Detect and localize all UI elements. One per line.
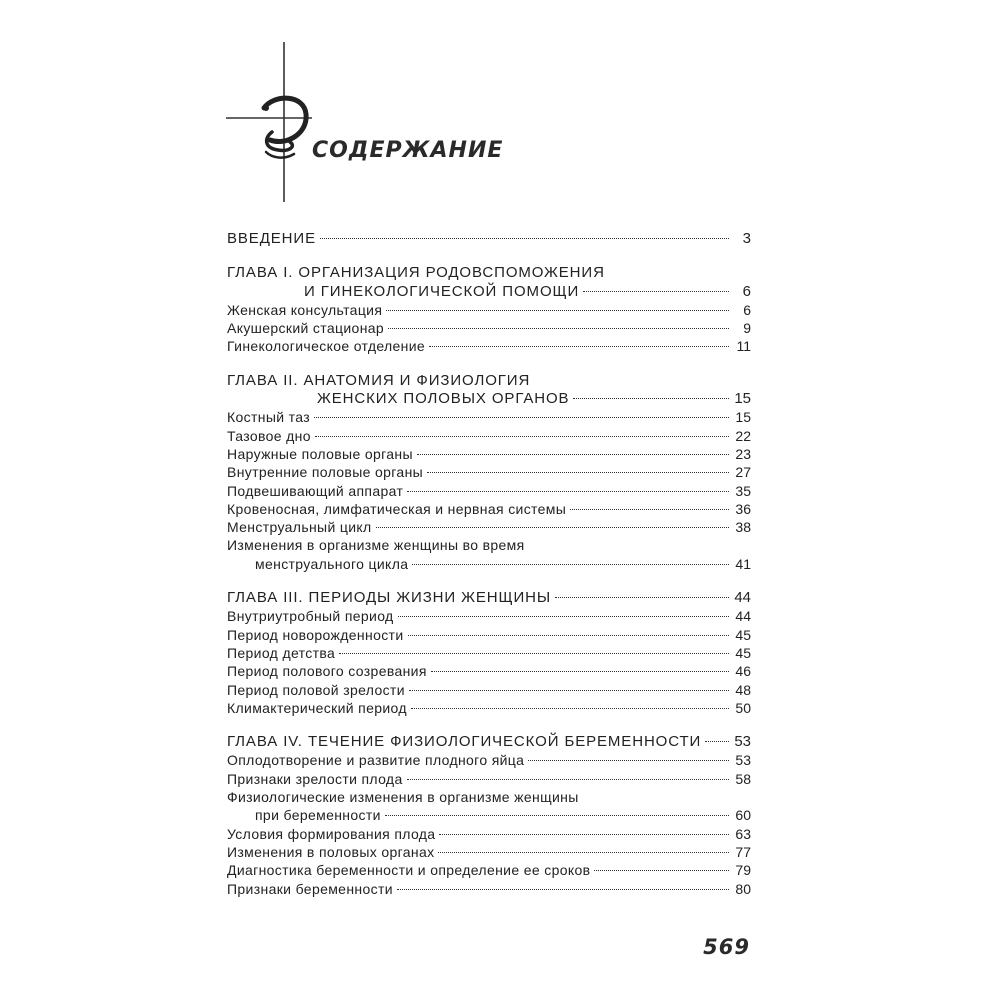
toc-page-number: 3	[742, 230, 751, 247]
toc-entry-title: Изменения в половых органах	[227, 843, 435, 860]
toc-page-number: 15	[735, 409, 751, 426]
chapter-heading[interactable]	[227, 733, 751, 751]
toc-entry-title: Кровеносная, лимфатическая и нервная системы	[227, 500, 567, 517]
toc-page-number: 53	[734, 733, 751, 751]
dot-leader	[339, 653, 729, 654]
toc-entry-continuation[interactable]	[227, 555, 751, 573]
dot-leader	[407, 491, 729, 492]
table-of-contents	[227, 230, 751, 914]
toc-entry-title: Период новорожденности	[227, 626, 404, 643]
page-number-folio: 569	[703, 935, 750, 959]
toc-chapter-1	[227, 264, 751, 355]
toc-entry[interactable]	[227, 699, 751, 717]
chapter-heading-text: И ГИНЕКОЛОГИЧЕСКОЙ ПОМОЩИ	[304, 282, 580, 300]
dot-leader	[594, 870, 729, 871]
toc-page-number: 35	[735, 482, 751, 499]
dot-leader	[705, 741, 729, 742]
dot-leader	[555, 597, 729, 598]
toc-entry-title: при беременности	[255, 807, 381, 824]
toc-entry[interactable]	[227, 662, 751, 680]
chapter-heading[interactable]	[227, 372, 751, 390]
dot-leader	[320, 238, 729, 239]
toc-page-number: 80	[735, 880, 751, 897]
toc-entry-title: Диагностика беременности и определение ее сроков	[227, 862, 591, 879]
chapter-heading[interactable]	[227, 264, 751, 282]
toc-page-number: 58	[735, 770, 751, 787]
toc-entry-title: Период полового созревания	[227, 663, 427, 680]
dot-leader	[417, 454, 729, 455]
toc-entry-title: Условия формирования плода	[227, 825, 436, 842]
dot-leader	[385, 815, 729, 816]
dot-leader	[409, 690, 729, 691]
toc-chapter-2	[227, 372, 751, 573]
toc-entry[interactable]	[227, 843, 751, 861]
dot-leader	[438, 852, 729, 853]
toc-entry[interactable]	[227, 445, 751, 463]
toc-entry[interactable]	[227, 301, 751, 319]
toc-entry-title: Гинекологическое отделение	[227, 338, 426, 355]
toc-entry-title: Внутренние половые органы	[227, 464, 424, 481]
toc-entry-title: Изменения в организме женщины во время	[227, 537, 525, 554]
toc-entry-title: Признаки зрелости плода	[227, 770, 403, 787]
chapter-heading-text: ГЛАВА II. АНАТОМИЯ И ФИЗИОЛОГИЯ	[227, 371, 531, 389]
toc-entry[interactable]	[227, 408, 751, 426]
toc-entry[interactable]	[227, 770, 751, 788]
dot-leader	[408, 635, 730, 636]
dot-leader	[407, 779, 729, 780]
toc-entry-title: Костный таз	[227, 409, 311, 426]
toc-page-number: 48	[735, 681, 751, 698]
toc-entry-continuation[interactable]	[227, 806, 751, 824]
toc-page-number: 79	[735, 862, 751, 879]
toc-page-number: 23	[735, 445, 751, 462]
toc-entry-title: Внутриутробный период	[227, 608, 394, 625]
toc-entry[interactable]	[227, 518, 751, 536]
toc-entry[interactable]	[227, 880, 751, 898]
toc-page-number: 27	[735, 464, 751, 481]
toc-entry[interactable]	[227, 427, 751, 445]
dot-leader	[412, 564, 729, 565]
chapter-heading-continuation[interactable]	[227, 390, 751, 408]
dot-leader	[570, 509, 729, 510]
page-title: СОДЕРЖАНИЕ	[312, 138, 504, 163]
dot-leader	[411, 708, 729, 709]
toc-page-number: 50	[735, 699, 751, 716]
toc-entry[interactable]	[227, 500, 751, 518]
toc-page-number: 77	[735, 843, 751, 860]
toc-entry-title: Оплодотворение и развитие плодного яйца	[227, 752, 525, 769]
toc-entry-title: менструального цикла	[255, 555, 409, 572]
toc-page-number: 6	[742, 282, 751, 300]
chapter-heading-text: ГЛАВА I. ОРГАНИЗАЦИЯ РОДОВСПОМОЖЕНИЯ	[227, 264, 605, 282]
dot-leader	[431, 671, 729, 672]
dot-leader	[315, 436, 729, 437]
toc-entry[interactable]	[227, 536, 751, 554]
toc-entry-title: Наружные половые органы	[227, 445, 413, 462]
toc-entry[interactable]	[227, 788, 751, 806]
toc-page-number: 11	[736, 338, 751, 355]
toc-page-number: 44	[735, 608, 751, 625]
toc-entry[interactable]	[227, 626, 751, 644]
toc-entry-title: Тазовое дно	[227, 427, 311, 444]
dot-leader	[386, 310, 729, 311]
toc-page-number: 53	[735, 752, 751, 769]
dot-leader	[429, 346, 729, 347]
toc-entry[interactable]	[227, 319, 751, 337]
toc-entry-title: Физиологические изменения в организме женщины	[227, 789, 579, 806]
toc-entry[interactable]	[227, 337, 751, 355]
toc-entry[interactable]	[227, 861, 751, 879]
toc-entry-title: Период детства	[227, 644, 336, 661]
toc-entry[interactable]	[227, 681, 751, 699]
dot-leader	[528, 760, 729, 761]
toc-entry[interactable]	[227, 751, 751, 769]
toc-entry[interactable]	[227, 644, 751, 662]
toc-page-number: 36	[735, 500, 751, 517]
dot-leader	[314, 417, 729, 418]
toc-entry-title: Подвешивающий аппарат	[227, 482, 404, 499]
toc-entry[interactable]	[227, 482, 751, 500]
toc-page-number: 45	[735, 626, 751, 643]
toc-page-number: 45	[735, 644, 751, 661]
toc-page-number: 9	[743, 320, 751, 337]
toc-intro-section	[227, 230, 751, 248]
dot-leader	[439, 834, 729, 835]
chapter-heading-text: ЖЕНСКИХ ПОЛОВЫХ ОРГАНОВ	[317, 390, 570, 408]
snake-cup-emblem-icon	[226, 42, 326, 202]
toc-page-number: 22	[735, 427, 751, 444]
toc-page-number: 6	[743, 301, 751, 318]
toc-entry-title: Признаки беременности	[227, 880, 393, 897]
dot-leader	[427, 472, 729, 473]
dot-leader	[376, 527, 729, 528]
dot-leader	[388, 328, 729, 329]
chapter-heading-continuation[interactable]	[227, 283, 751, 301]
toc-entry-title: Период половой зрелости	[227, 681, 405, 698]
chapter-heading[interactable]	[227, 589, 751, 607]
dot-leader	[573, 398, 729, 399]
toc-page-number: 46	[735, 663, 751, 680]
toc-chapter-4	[227, 733, 751, 898]
toc-entry-title: Акушерский стационар	[227, 320, 385, 337]
toc-page-number: 63	[735, 825, 751, 842]
toc-chapter-3	[227, 589, 751, 717]
toc-page-number: 44	[734, 589, 751, 607]
toc-entry-title: Климактерический период	[227, 699, 407, 716]
toc-page-number: 38	[735, 519, 751, 536]
toc-entry[interactable]	[227, 607, 751, 625]
dot-leader	[583, 291, 729, 292]
toc-entry[interactable]	[227, 463, 751, 481]
toc-entry-title: Менструальный цикл	[227, 519, 372, 536]
toc-entry-title: ВВЕДЕНИЕ	[227, 230, 316, 247]
chapter-heading-text: ГЛАВА IV. ТЕЧЕНИЕ ФИЗИОЛОГИЧЕСКОЙ БЕРЕМЕННОСТИ	[227, 733, 702, 751]
dot-leader	[398, 616, 729, 617]
toc-page-number: 15	[734, 390, 751, 408]
toc-entry[interactable]	[227, 825, 751, 843]
toc-entry-title: Женская консультация	[227, 301, 383, 318]
dot-leader	[397, 889, 729, 890]
toc-page-number: 41	[735, 555, 751, 572]
chapter-heading-text: ГЛАВА III. ПЕРИОДЫ ЖИЗНИ ЖЕНЩИНЫ	[227, 589, 552, 607]
toc-entry[interactable]	[227, 230, 751, 248]
toc-page-number: 60	[735, 807, 751, 824]
